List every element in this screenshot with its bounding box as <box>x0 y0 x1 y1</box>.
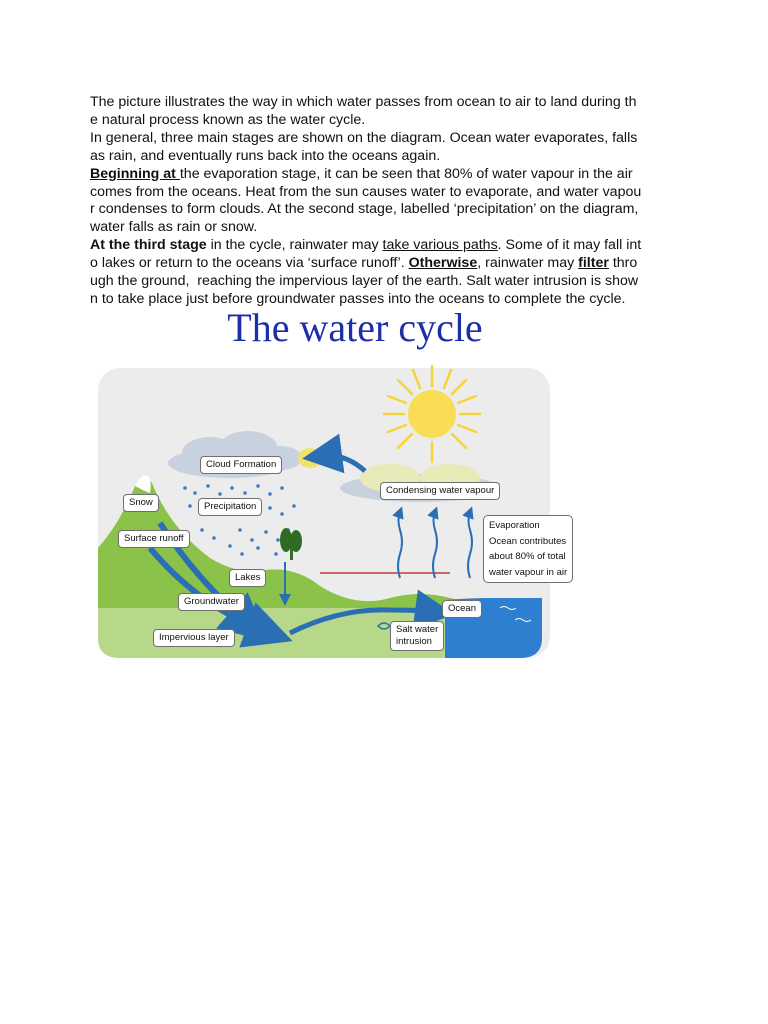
text-line <box>90 255 682 273</box>
figure-title: The water cycle <box>227 305 483 350</box>
tree-icon <box>280 528 302 560</box>
water-cycle-figure <box>90 305 600 664</box>
label-ocean: Ocean <box>442 600 482 618</box>
sun-icon <box>384 366 480 462</box>
paragraph-intro <box>90 94 682 130</box>
label-line: Evaporation <box>489 520 540 531</box>
label-lakes: Lakes <box>229 569 266 587</box>
label-line: intrusion <box>396 636 432 647</box>
emphasis-third-stage: At the third stage <box>90 237 207 254</box>
paragraph-stage-one <box>90 166 682 238</box>
label-condensing-water-vapour: Condensing water vapour <box>380 482 500 500</box>
emphasis-beginning-at: Beginning at <box>90 165 180 182</box>
label-salt-water-intrusion <box>390 621 444 651</box>
text-line: comes from the oceans. Heat from the sun causes water to evaporate, and water vapou <box>90 183 642 200</box>
text-fragment: . Some of it may fall int <box>497 237 642 254</box>
emphasis-various-paths: take various paths <box>382 237 498 254</box>
text-fragment: thro <box>608 255 638 272</box>
text-fragment: in the cycle, rainwater may <box>206 237 383 254</box>
text-line: In general, three main stages are shown on the diagram. Ocean water evaporates, falls <box>90 129 638 146</box>
article-text <box>90 94 682 309</box>
label-surface-runoff: Surface runoff <box>118 530 190 548</box>
text-line: r condenses to form clouds. At the second stage, labelled ‘precipitation’ on the diagram, <box>90 201 639 218</box>
text-line <box>90 166 682 184</box>
text-fragment: o lakes or return to the oceans via ‘surface runoff’. <box>90 255 409 272</box>
text-fragment: the evaporation stage, it can be seen that 80% of water vapour in the air <box>179 165 633 182</box>
evaporation-arrows-icon <box>398 512 472 578</box>
label-impervious-layer: Impervious layer <box>153 629 235 647</box>
water-cycle-diagram <box>90 308 600 664</box>
text-line: The picture illustrates the way in which water passes from ocean to air to land during th <box>90 94 637 110</box>
text-fragment: , rainwater may <box>477 255 579 272</box>
label-snow: Snow <box>123 494 159 512</box>
text-line: as rain, and eventually runs back into the oceans again. <box>90 147 441 164</box>
label-cloud-formation: Cloud Formation <box>200 456 282 474</box>
label-line: about 80% of total <box>489 551 566 562</box>
text-line: n to take place just before groundwater passes into the oceans to complete the cycle. <box>90 290 626 307</box>
text-line: e natural process known as the water cycle. <box>90 111 366 128</box>
text-line: water falls as rain or snow. <box>90 219 258 236</box>
paragraph-overview <box>90 130 682 166</box>
label-groundwater: Groundwater <box>178 593 245 611</box>
text-line <box>90 237 682 255</box>
emphasis-filter: filter <box>578 255 609 272</box>
rain-icon <box>183 484 296 556</box>
label-line: water vapour in air <box>489 566 568 578</box>
paragraph-stage-three <box>90 237 682 309</box>
condensation-arrow-icon <box>322 456 365 471</box>
emphasis-otherwise: Otherwise <box>408 255 478 272</box>
label-precipitation: Precipitation <box>198 498 262 516</box>
label-evaporation <box>483 515 573 583</box>
label-line: Salt water <box>396 624 439 635</box>
text-line: ugh the ground, reaching the impervious layer of the earth. Salt water intrusion is show <box>90 273 639 290</box>
label-line: Ocean contributes <box>489 535 567 547</box>
